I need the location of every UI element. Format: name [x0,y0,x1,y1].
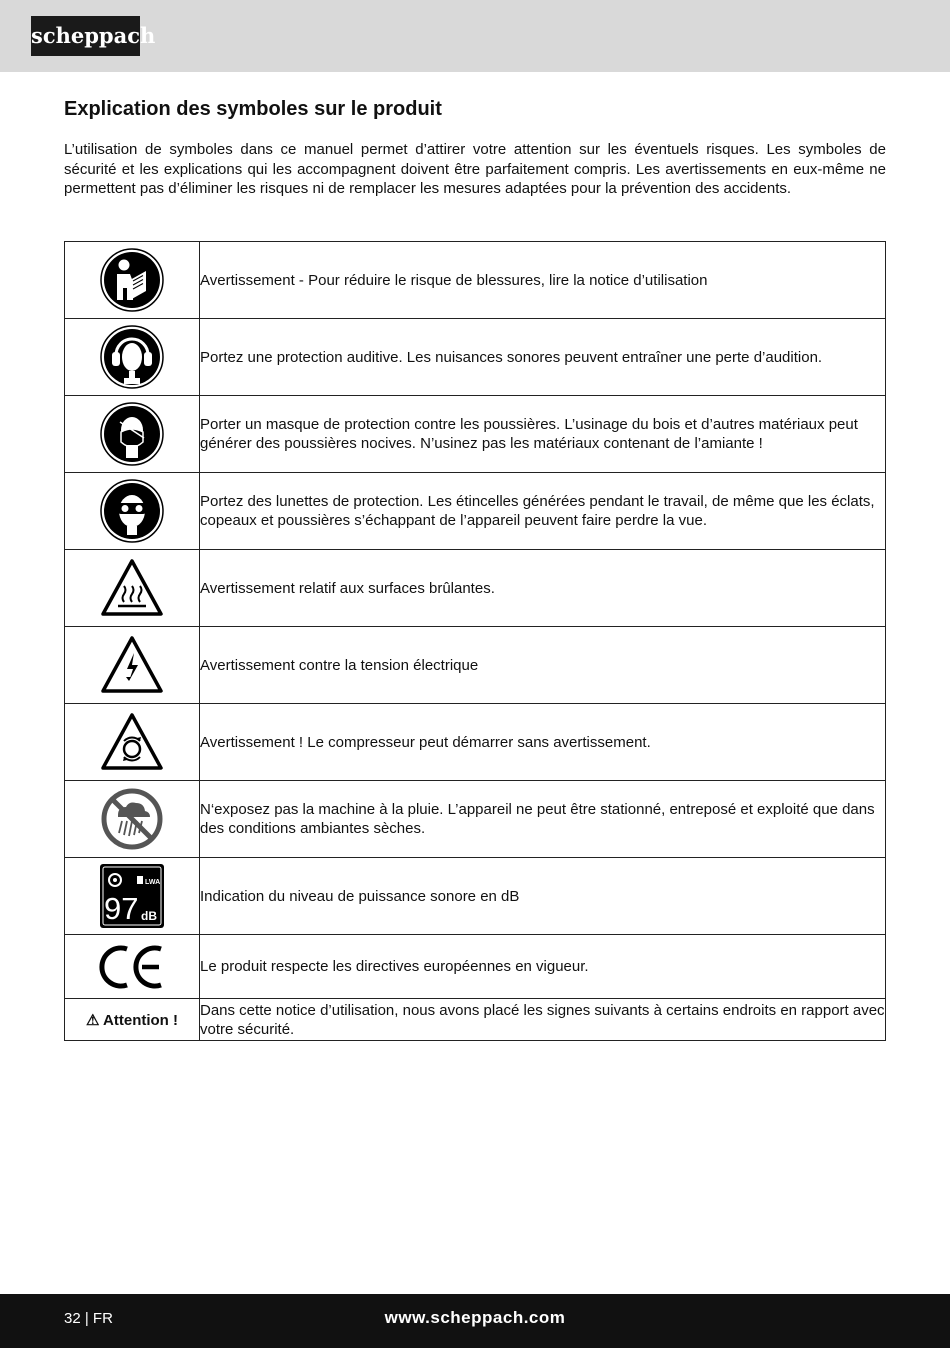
table-row [65,242,886,319]
table-row [65,781,886,858]
icon-cell [65,550,200,627]
no-rain-icon [100,787,164,851]
sound-level-small-label: LWA [145,879,161,886]
page-title: Explication des symboles sur le produit [64,98,442,120]
icon-cell [65,473,200,550]
icon-cell [65,627,200,704]
symbol-description: Indication du niveau de puissance sonore en dB [200,858,886,935]
website-url: www.scheppach.com [384,1308,566,1327]
intro-paragraph: L’utilisation de symboles dans ce manuel permet d’attirer votre attention sur les éventuels risques. Les symboles de sécurité et les explications qui les accompagnent doivent être parfaitement compris. Les avertissements en eux-même ne permettent pas d’éliminer les risques ni de remplacer les mesures adaptées pour la prévention des accidents. [64,141,886,197]
symbol-description: Porter un masque de protection contre les poussières. L’usinage du bois et d’autres matériaux peut générer des poussières nocives. N’usinez pas les matériaux contenant de l’amiante ! [200,396,886,473]
symbol-description: Portez des lunettes de protection. Les étincelles générées pendant le travail, de même que les éclats, copeaux et poussières s’échappant de l’appareil peuvent faire perdre la vue. [200,473,886,550]
footer-band [0,1294,950,1348]
icon-cell [65,781,200,858]
icon-cell [65,242,200,319]
icon-cell [65,704,200,781]
sound-level-unit: dB [141,909,157,923]
table-row [65,704,886,781]
table-row [65,999,886,1041]
symbol-description: Avertissement ! Le compresseur peut démarrer sans avertissement. [200,704,886,781]
symbol-description: Le produit respecte les directives européennes en vigueur. [200,935,886,999]
ce-mark-icon [99,943,165,991]
symbol-description: N‘exposez pas la machine à la pluie. L’appareil ne peut être stationné, entreposé et exploité que dans des conditions ambiantes sèches. [200,781,886,858]
header-band [0,0,950,72]
table-row [65,627,886,704]
page-number: 32 | FR [64,1310,113,1327]
icon-cell [65,319,200,396]
ear-protection-icon [100,325,164,389]
brand-logo: scheppach [31,16,140,56]
table-row [65,319,886,396]
dust-mask-icon [100,402,164,466]
sound-power-level-icon [99,863,165,929]
icon-cell [65,935,200,999]
icon-cell [65,858,200,935]
table-row [65,935,886,999]
automatic-start-warning-icon [100,712,164,772]
table-row [65,550,886,627]
table-row [65,858,886,935]
symbols-table [64,241,886,1041]
table-row [65,473,886,550]
symbol-description: Avertissement contre la tension électrique [200,627,886,704]
electric-voltage-warning-icon [100,635,164,695]
attention-description: Dans cette notice d’utilisation, nous avons placé les signes suivants à certains endroits en rapport avec votre sécurité. [200,999,886,1041]
safety-goggles-icon [100,479,164,543]
table-row [65,396,886,473]
hot-surface-warning-icon [100,558,164,618]
symbol-description: Portez une protection auditive. Les nuisances sonores peuvent entraîner une perte d’audition. [200,319,886,396]
attention-label: ⚠ Attention ! [65,999,200,1041]
symbol-description: Avertissement - Pour réduire le risque de blessures, lire la notice d’utilisation [200,242,886,319]
icon-cell [65,396,200,473]
sound-level-value: 97 [104,891,139,926]
read-manual-icon [100,248,164,312]
symbol-description: Avertissement relatif aux surfaces brûlantes. [200,550,886,627]
